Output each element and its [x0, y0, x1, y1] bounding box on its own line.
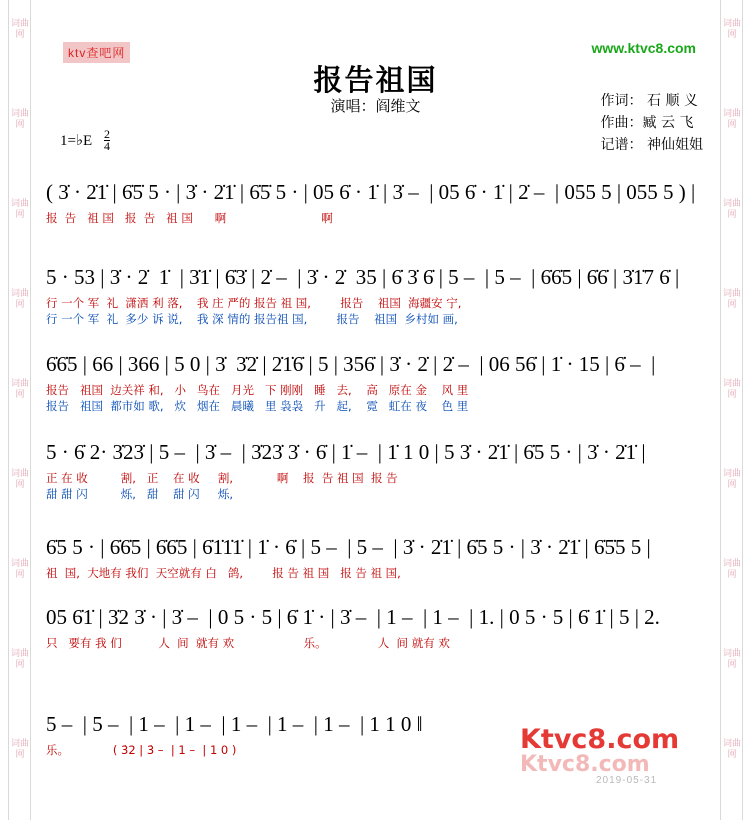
watermark-right-9: 词曲网 [723, 738, 742, 759]
watermark-right-7: 词曲网 [723, 558, 742, 579]
stave-6-lyric-1: 只 要有 我 们 人 间 就有 欢 乐。 人 间 就有 欢 [46, 636, 450, 650]
watermark-right-1: 词曲网 [723, 18, 742, 39]
watermark-left-6: 词曲网 [11, 468, 30, 489]
time-signature [104, 129, 110, 152]
watermark-left-8: 词曲网 [11, 648, 30, 669]
watermark-right-5: 词曲网 [723, 378, 742, 399]
key-and-time-signature [60, 127, 110, 153]
credits-block [601, 90, 703, 156]
stave-2 [46, 265, 706, 327]
watermark-left-2: 词曲网 [11, 108, 30, 129]
stave-6-notes: 05 6̇1̇ | 3̇2 3̇ · | 3̇ – | 0 5 · 5 | 6̇ 1̇ · | 3̇ – | 1 – | 1 – | 1. | 0 5 · 5 | 6̇ 1̇ | 5 | 2. [46, 605, 660, 629]
stave-4-lyric-2: 甜 甜 闪 烁, 甜 甜 闪 烁, [46, 487, 234, 501]
watermark-right-8: 词曲网 [723, 648, 742, 669]
watermark-left-5: 词曲网 [11, 378, 30, 399]
stave-6 [46, 605, 706, 651]
credit-lyricist: 作词： 石 顺 义 [600, 93, 698, 109]
stave-7-lyric-1: 乐。 ( 3̇2 | 3̇ – | 1 – | 1 0 ) [46, 743, 237, 757]
stave-7-notes: 5 – | 5 – | 1 – | 1 – | 1 – | 1 – | 1 – | 1 1 0 ‖ [46, 712, 423, 736]
stave-1-notes: ( 3̇ · 2̇1̇ | 6̇5̇ 5 · | 3̇ · 2̇1̇ | 6̇5̇ 5 · | 05 6̇ · 1̇ | 3̇ – | 05 6̇ · 1̇ | 2̇ – | 055 5 | 055 5 ) | [46, 180, 696, 204]
stave-2-lyric-2: 行 一个 军 礼 多少 诉 说, 我 深 情的 报告祖 国, 报告 祖国 乡村如 画, [46, 312, 458, 326]
stave-2-lyric-1: 行 一个 军 礼 潇洒 利 落, 我 庄 严的 报告 祖 国, 报告 祖国 海疆安 宁, [46, 296, 462, 310]
ktv-badge: ktv查吧网 [63, 42, 130, 63]
stave-3-lyric-1: 报告 祖国 边关祥 和, 小 鸟在 月光 下 刚刚 睡 去, 高 原在 金 风 里 [46, 383, 469, 397]
key-signature: 1=♭E [60, 132, 93, 149]
watermark-right-4: 词曲网 [723, 288, 742, 309]
date-stamp: 2019-05-31 [596, 775, 658, 786]
page-rule-right-outer [742, 0, 743, 820]
watermark-left-4: 词曲网 [11, 288, 30, 309]
credit-composer: 作曲：臧 云 飞 [600, 115, 694, 131]
page-rule-right-inner [720, 0, 721, 820]
ktvc8-logo-shadow: Ktvc8.com [520, 752, 650, 777]
page-rule-left-inner [30, 0, 31, 820]
stave-5-lyric-1: 祖 国, 大地有 我们 天空就有 白 鸽, 报 告 祖 国 报 告 祖 国, [46, 566, 401, 580]
stave-4-notes: 5 · 6̇ 2· 3̇23̇ | 5 – | 3̇ – | 3̇23̇ 3̇ · 6̇ | 1̇ – | 1̇ 1 0 | 5 3̇ · 2̇1̇ | 6̇5 5 · | 3̇ · 2̇1̇ | [46, 440, 646, 464]
ktvc8-logo-text: Ktvc8.com [520, 724, 680, 755]
stave-5 [46, 535, 706, 581]
stave-1 [46, 180, 706, 226]
stave-3 [46, 352, 706, 414]
stave-3-lyric-2: 报告 祖国 都市如 歌, 炊 烟在 晨曦 里 袅袅 升 起, 霓 虹在 夜 色 里 [46, 399, 469, 413]
stave-4-lyric-1: 正 在 收 割, 正 在 收 割, 啊 报 告 祖 国 报 告 [46, 471, 398, 485]
site-url-label: www.ktvc8.com [591, 40, 696, 56]
watermark-right-3: 词曲网 [723, 198, 742, 219]
watermark-left-1: 词曲网 [11, 18, 30, 39]
time-signature-denominator: 4 [103, 139, 110, 153]
watermark-right-2: 词曲网 [723, 108, 742, 129]
stave-2-notes: 5 · 53 | 3̇ · 2̇ 1̇ | 3̇1̇ | 6̇3̇ | 2̇ – | 3̇ · 2̇ 35 | 6̇ 3̇ 6̇ | 5 – | 5 – | 6̇6̇5 | 6̇6̇ | 3̇1̇7 6̇ | [46, 265, 680, 289]
stave-1-lyric-1: 报 告 祖 国 报 告 祖 国 啊 啊 [46, 211, 333, 225]
watermark-right-6: 词曲网 [723, 468, 742, 489]
watermark-left-9: 词曲网 [11, 738, 30, 759]
watermark-left-7: 词曲网 [11, 558, 30, 579]
watermark-left-3: 词曲网 [11, 198, 30, 219]
page-rule-left-outer [8, 0, 9, 820]
stave-4 [46, 440, 706, 502]
credit-transcriber: 记谱： 神仙姐姐 [600, 137, 703, 153]
ktvc8-logo [520, 724, 679, 755]
page-title: 报告祖国 [313, 63, 438, 97]
singer-label: 演唱：阎维文 [330, 97, 421, 115]
stave-5-notes: 6̇5 5 · | 6̇6̇5 | 6̇6̇5 | 6̇1̇1̇1̇ | 1̇ · 6̇ | 5 – | 5 – | 3̇ · 2̇1̇ | 6̇5 5 · | 3̇ · 2̇1̇ | 6̇5̇5 5 | [46, 535, 651, 559]
time-signature-numerator: 2 [103, 127, 110, 141]
stave-3-notes: 6̇6̇5 | 66 | 366 | 5 0 | 3̇ 3̇2̇ | 2̇1̇6̇ | 5 | 356̇ | 3̇ · 2̇ | 2̇ – | 06 56̇ | 1̇ · 15 | 6̇ – | [46, 352, 656, 376]
